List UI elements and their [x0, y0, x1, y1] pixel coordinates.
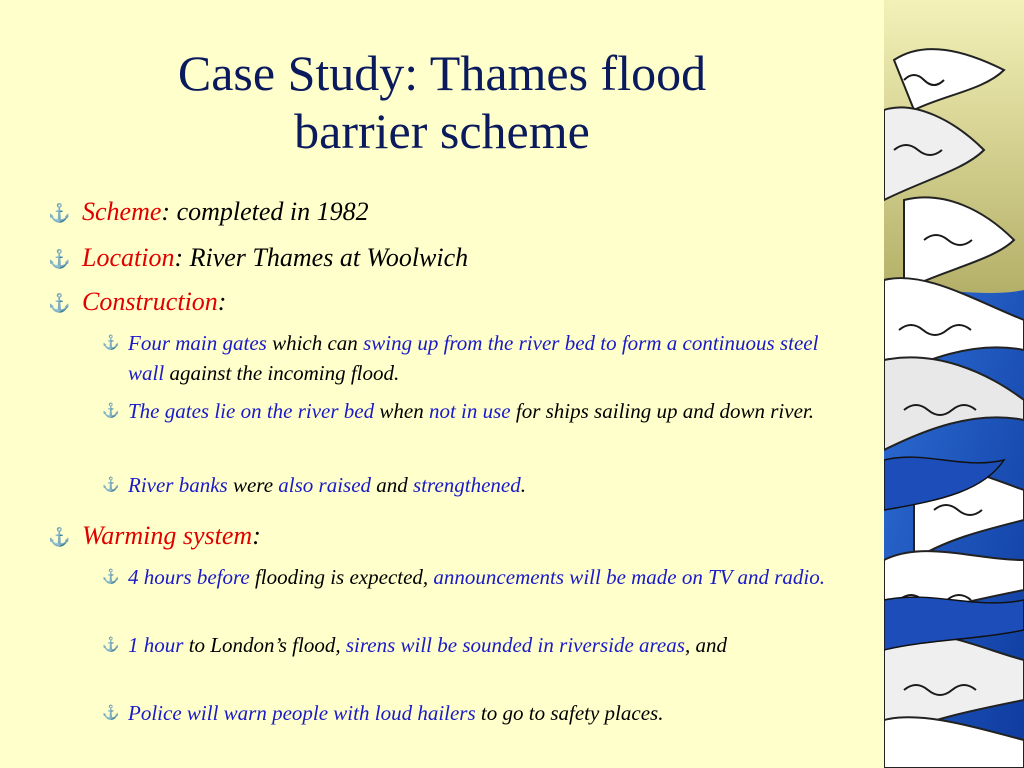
sub-bullet-marker-icon: ⚓	[102, 638, 120, 653]
text-span: 1 hour	[128, 633, 184, 657]
bullet-scheme	[48, 196, 369, 228]
text-span: for ships sailing up and down river.	[510, 399, 814, 423]
bullet-warning-system	[48, 520, 261, 552]
sub-bullet-marker-icon: ⚓	[102, 404, 120, 419]
sub-bullet-river-banks	[102, 470, 842, 500]
sub-bullet-4-hours	[102, 562, 842, 592]
bullet-marker-icon: ⚓	[48, 249, 71, 269]
text-span: which can	[266, 331, 364, 355]
text-span: Police will warn people with loud hailers	[128, 701, 476, 725]
sub-bullet-gates	[102, 328, 842, 388]
text-span: flooding is expected,	[249, 565, 434, 589]
bullet-marker-icon: ⚓	[48, 203, 71, 223]
scheme-text: completed in 1982	[170, 197, 369, 226]
text-span: to go to safety places.	[475, 701, 664, 725]
title-line-2: barrier scheme	[294, 103, 590, 159]
sub-bullet-gates-rest	[102, 396, 842, 426]
bullet-marker-icon: ⚓	[48, 293, 71, 313]
text-span: strengthened	[413, 473, 521, 497]
bullet-construction	[48, 286, 226, 318]
text-span: were	[227, 473, 279, 497]
construction-label: Construction	[82, 287, 218, 316]
warning-label: Warming system	[82, 521, 253, 550]
wave-illustration	[884, 0, 1024, 768]
sub-bullet-marker-icon: ⚓	[102, 336, 120, 351]
bullet-marker-icon: ⚓	[48, 527, 71, 547]
construction-sep: :	[217, 287, 227, 316]
sub-bullet-police	[102, 698, 842, 728]
text-span: , and	[684, 633, 727, 657]
sub-bullet-1-hour	[102, 630, 842, 660]
text-span: not in use	[428, 399, 511, 423]
text-span: River banks	[128, 473, 228, 497]
slide-title	[0, 44, 884, 160]
location-sep: :	[174, 243, 184, 272]
text-span: also raised	[278, 473, 372, 497]
title-line-1: Case Study: Thames flood	[177, 45, 707, 101]
text-span: Four main gates	[128, 331, 267, 355]
text-span: when	[374, 399, 429, 423]
text-span: to London’s flood,	[183, 633, 346, 657]
warning-sep: :	[252, 521, 261, 550]
location-label: Location	[82, 243, 175, 272]
text-span: 4 hours before	[128, 565, 250, 589]
sub-bullet-marker-icon: ⚓	[102, 570, 120, 585]
text-span: against the incoming flood.	[164, 361, 400, 385]
text-span: .	[520, 473, 526, 497]
bullet-location	[48, 242, 468, 274]
text-span: The gates lie on the river bed	[128, 399, 375, 423]
scheme-label: Scheme	[82, 197, 162, 226]
sub-bullet-marker-icon: ⚓	[102, 478, 120, 493]
sub-bullet-marker-icon: ⚓	[102, 706, 120, 721]
text-span: swing up from the river bed to form a continuous steel wall	[128, 331, 819, 385]
text-span: sirens will be sounded in riverside areas	[345, 633, 685, 657]
text-span: announcements will be made on TV and radio.	[433, 565, 826, 589]
location-text: River Thames at Woolwich	[183, 243, 469, 272]
scheme-sep: :	[161, 197, 171, 226]
text-span: and	[371, 473, 414, 497]
wave-graphic	[884, 0, 1024, 768]
